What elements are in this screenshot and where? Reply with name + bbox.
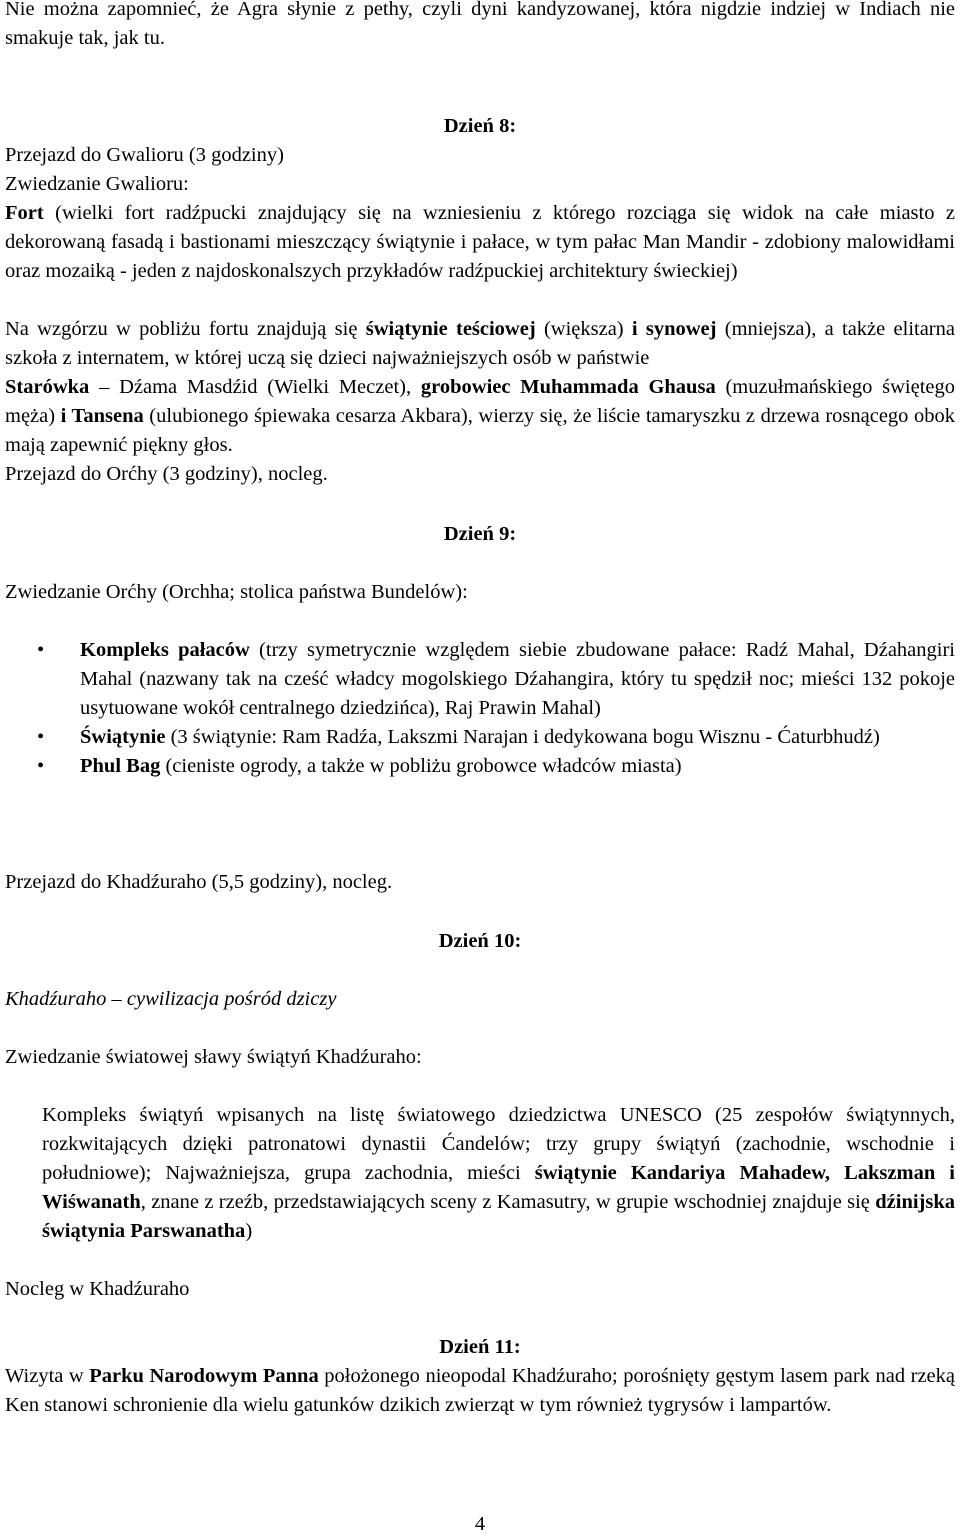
desc-jain-temple: dźinijska świątynia Parswanatha bbox=[42, 1190, 955, 1242]
day8-transfer: Przejazd do Gwalioru (3 godziny) bbox=[5, 144, 284, 166]
bullet-icon: • bbox=[37, 725, 45, 748]
fort-label: Fort bbox=[5, 202, 44, 224]
hill-text-2: (większa) bbox=[535, 318, 632, 340]
day11-heading: Dzień 11: bbox=[439, 1336, 521, 1358]
day8-oldtown-paragraph bbox=[5, 373, 955, 460]
hill-temple-1: świątynie teściowej bbox=[365, 318, 536, 340]
day10-description bbox=[42, 1101, 955, 1246]
day8-hill-paragraph bbox=[5, 315, 955, 373]
day9-heading: Dzień 9: bbox=[443, 523, 517, 545]
desc-text-1: Kompleks świątyń wpisanych na listę światowego dziedzictwa UNESCO (25 zespołów świątynnych, rozkwitających dzięki patronatowi dynastii Ćandelów; trzy grupy świątyń (zachodnie, wschodnie i południowe); Najważniejsza, grupa zachodnia, mieści bbox=[42, 1104, 955, 1184]
park-name: Parku Narodowym Panna bbox=[89, 1365, 319, 1387]
list-item-text: (cieniste ogrody, a także w pobliżu grobowce władców miasta) bbox=[160, 754, 682, 777]
day10-overnight: Nocleg w Khadźuraho bbox=[5, 1278, 190, 1300]
list-item-title: Świątynie bbox=[80, 725, 166, 748]
hill-text-3: (mniejsza), a także elitarna szkoła z internatem, w której uczą się dzieci najważniejszych osób w państwie bbox=[5, 318, 955, 369]
oldtown-text-1: – Dźama Masdźid (Wielki Meczet), bbox=[89, 376, 421, 398]
bullet-icon: • bbox=[37, 754, 45, 777]
day8-heading: Dzień 8: bbox=[443, 115, 517, 137]
day8-sightseeing: Zwiedzanie Gwalioru: bbox=[5, 173, 189, 195]
list-item-text: (trzy symetrycznie względem siebie zbudowane pałace: Radź Mahal, Dźahangiri Mahal (nazwany tak na cześć władcy mogolskiego Dźahangira, który tu spędził noc; mieści 132 pokoje usytuowane wokół centralnego dziedzińca), Raj Prawin Mahal) bbox=[80, 639, 955, 719]
intro-paragraph: Nie można zapomnieć, że Agra słynie z pethy, czyli dyni kandyzowanej, która nigdzie indziej w Indiach nie smakuje tak, jak tu. bbox=[5, 0, 955, 49]
oldtown-tomb: grobowiec Muhammada Ghausa bbox=[420, 376, 716, 398]
hill-text-1: Na wzgórzu w pobliżu fortu znajdują się bbox=[5, 318, 366, 340]
day10-subtitle: Khadźuraho – cywilizacja pośród dziczy bbox=[5, 988, 337, 1010]
oldtown-label: Starówka bbox=[5, 376, 90, 398]
day9-sightseeing: Zwiedzanie Orćhy (Orchha; stolica państwa Bundelów): bbox=[5, 581, 468, 603]
desc-text-3: ) bbox=[245, 1219, 253, 1242]
list-item bbox=[5, 723, 955, 752]
fort-description: (wielki fort radźpucki znajdujący się na wzniesieniu z którego rozciąga się widok na całe miasto z dekorowaną fasadą i bastionami mieszczący świątynie i pałace, w tym pałac Man Mandir - zdobiony malowidłami oraz mozaiką - jeden z najdoskonalszych przykładów radźpuckiej architektury świeckiej) bbox=[5, 202, 955, 282]
desc-text-2: , znane z rzeźb, przedstawiających sceny z Kamasutry, w grupie wschodniej znajduje się bbox=[140, 1190, 876, 1213]
hill-temple-2: i synowej bbox=[631, 318, 717, 340]
oldtown-text-3: (ulubionego śpiewaka cesarza Akbara), wierzy się, że liście tamaryszku z drzewa rosnącego obok mają zapewnić piękny głos. bbox=[5, 404, 956, 456]
day8-fort-paragraph bbox=[5, 199, 955, 286]
day9-bullet-list bbox=[5, 636, 955, 781]
page-number: 4 bbox=[474, 1513, 486, 1535]
oldtown-text-2: (muzułmańskiego świętego męża) bbox=[5, 376, 955, 427]
visit-text-2: położonego nieopodal Khadźuraho; porośnięty gęstym lasem park nad rzeką Ken stanowi schronienie dla wielu gatunków dzikich zwierząt w tym również tygrysów i lampartów. bbox=[5, 1365, 955, 1416]
oldtown-tansen: i Tansena bbox=[60, 404, 144, 427]
day11-paragraph bbox=[5, 1362, 955, 1420]
list-item bbox=[5, 752, 955, 781]
day8-transfer-next: Przejazd do Orćhy (3 godziny), nocleg. bbox=[5, 463, 328, 485]
list-item-text: (3 świątynie: Ram Radźa, Lakszmi Narajan i dedykowana bogu Wisznu - Ćaturbhudź) bbox=[165, 725, 880, 748]
day9-transfer-next: Przejazd do Khadźuraho (5,5 godziny), nocleg. bbox=[5, 871, 393, 893]
bullet-icon: • bbox=[37, 639, 45, 661]
visit-text-1: Wizyta w bbox=[5, 1365, 90, 1387]
day10-heading: Dzień 10: bbox=[438, 930, 522, 952]
list-item bbox=[5, 636, 955, 723]
list-item-title: Phul Bag bbox=[80, 754, 161, 777]
list-item-title: Kompleks pałaców bbox=[80, 639, 250, 661]
day10-sightseeing: Zwiedzanie światowej sławy świątyń Khadźuraho: bbox=[5, 1046, 422, 1068]
desc-west-temples: świątynie Kandariya Mahadew, Lakszman i Wiśwanath bbox=[42, 1161, 955, 1213]
